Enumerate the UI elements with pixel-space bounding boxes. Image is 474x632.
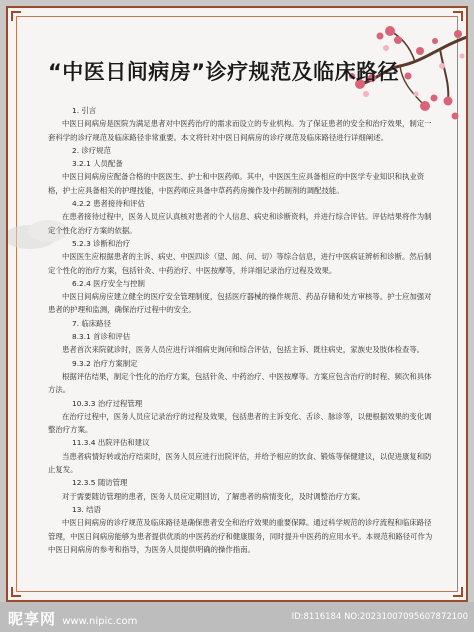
watermark-bar [0, 602, 474, 632]
section-heading: 5.2.3 诊断和治疗 [72, 238, 131, 248]
section-heading: 3.2.1 人员配备 [72, 159, 123, 169]
section-heading: 12.3.5 随访管理 [72, 478, 128, 488]
paragraph: 根据评估结果，制定个性化的治疗方案，包括针灸、中药治疗、中医按摩等。方案应包含治疗的时程、频次和具体方法。 [48, 371, 432, 395]
paragraph: 在患者接待过程中，医务人员应认真核对患者的个人信息、病史和诊断资料，并进行综合评估。评估结果将作为制定个性化治疗方案的依据。 [48, 212, 432, 235]
paragraph: 中医医生应根据患者的主诉、病史、中医四诊（望、闻、问、切）等综合信息，进行中医病证辨析和诊断。然后制定个性化的治疗方案，包括针灸、中药治疗、中医按摩等，并详细记录治疗过程及效果。 [48, 252, 432, 275]
paragraph: 中医日间病房应建立健全的医疗安全管理制度，包括医疗器械的操作规范、药品存储和处方审核等。护士应加强对患者的护理和监测，确保治疗过程中的安全。 [48, 292, 432, 315]
section-heading: 13. 结语 [72, 504, 101, 514]
paragraph: 中医日间病房的诊疗规范及临床路径是确保患者安全和治疗效果的重要保障。通过科学规范的诊疗流程和临床路径管理，中医日间病房能够为患者提供优质的中医药治疗和健康服务，同时提升中医药的应用水平。本规范和路径可作为中医日间病房的参考和指导，为医务人员提供明确的操作指南。 [48, 518, 433, 554]
corner-ornament [11, 11, 21, 21]
paragraph: 中医日间病房是医院为满足患者对中医药治疗的需求而设立的专业机构。为了保证患者的安全和治疗效果，制定一套科学的诊疗规范及临床路径非常重要。本文将针对中医日间病房的诊疗规范及临床路径进行详细阐述。 [48, 119, 432, 142]
section-heading: 2. 诊疗规范 [72, 145, 111, 155]
corner-ornament [11, 587, 21, 597]
paragraph: 中医日间病房应配备合格的中医医生、护士和中医药师。其中，中医医生应具备相应的中医学专业知识和执业资格，护士应具备相关的护理技能，中医药师应具备中草药药房操作及中药制剂的调配技能。 [48, 172, 425, 195]
paragraph: 当患者病情好转或治疗结束时，医务人员应进行出院评估，并给予相应的饮食、锻炼等保健建议，以促进康复和防止复发。 [48, 451, 432, 475]
poster [6, 6, 468, 602]
site-logo: 昵享网 www.nipic.com [8, 610, 138, 628]
paragraph: 在治疗过程中，医务人员应记录治疗的过程及效果，包括患者的主诉变化、舌诊、脉诊等，以便根据效果的变化调整治疗方案。 [48, 411, 432, 435]
section-heading: 7. 临床路径 [72, 318, 111, 328]
page-title: “中医日间病房”诊疗规范及临床路径 [48, 60, 400, 84]
section-heading: 11.3.4 出院评估和建议 [72, 438, 150, 448]
paragraph: 对于需要随访管理的患者，医务人员应定期回访，了解患者的病情变化，及时调整治疗方案。 [62, 491, 366, 501]
document-body [48, 104, 436, 556]
section-heading: 10.3.3 治疗过程管理 [72, 398, 143, 408]
corner-ornament [453, 587, 463, 597]
section-heading: 8.3.1 首诊和评估 [72, 332, 131, 342]
section-heading: 9.3.2 治疗方案制定 [72, 358, 138, 368]
section-heading: 4.2.2 患者接待和评估 [72, 199, 145, 209]
section-heading: 6.2.4 医疗安全与控制 [72, 278, 145, 288]
paragraph: 患者首次来院就诊时，医务人员应进行详细病史询问和综合评估，包括主诉、既往病史，家族史及肢体检查等。 [62, 345, 425, 355]
section-heading: 1. 引言 [72, 106, 97, 115]
image-id-text: ID:8116184 NO:20231007095607872100 [291, 612, 468, 622]
